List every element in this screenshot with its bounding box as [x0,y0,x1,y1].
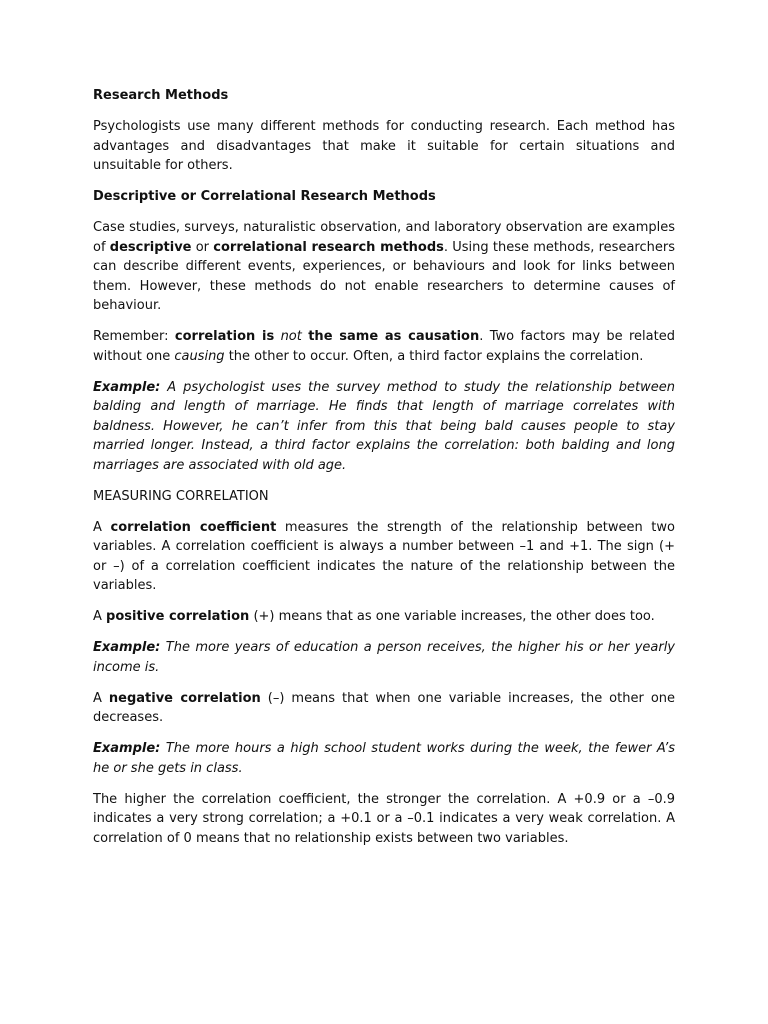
term-correlation-coefficient: correlation coefficient [110,519,277,535]
section-heading-descriptive: Descriptive or Correlational Research Methods [93,189,436,204]
example-work-hours [93,739,675,778]
text-run: Case studies, surveys, naturalistic observation, and laboratory observation are examples of [93,220,675,255]
text-run: or [191,239,214,255]
paragraph-correlation-coefficient [93,518,675,596]
text-run: measures the strength of the relationship between two variables. A correlation coefficient is always a number between –1 and +1. The sign (+ or –) of a correlation coefficient indicates the nature of the relationship between the variables. [93,519,675,593]
text-run: (+) means that as one variable increases, the other does too. [249,609,655,624]
paragraph-positive-correlation [93,607,675,627]
text-run: Remember: [93,329,175,344]
section-heading-measuring: MEASURING CORRELATION [93,488,269,504]
example-text: The more years of education a person receives, the higher his or her yearly income is. [93,640,675,675]
document-title: Research Methods [93,88,229,103]
emphasis-same-as-causation: the same as causation [308,329,480,344]
document-page [93,86,675,860]
paragraph-negative-correlation [93,689,675,728]
example-text: The more hours a high school student works during the week, the fewer A’s he or she gets in class. [93,741,675,776]
example-label: Example: [93,379,161,395]
emphasis-causing: causing [174,348,225,364]
text-run: A [93,690,109,706]
text-run: A [93,519,111,535]
text-run: . Two factors may be related without one [93,329,675,364]
term-positive-correlation: positive correlation [106,609,250,624]
paragraph-descriptive-methods [93,218,675,316]
term-negative-correlation: negative correlation [108,690,261,706]
example-text: A psychologist uses the survey method to study the relationship between balding and length of marriage. He finds that length of marriage correlates with baldness. However, he can’t infer from this that being bald causes people to stay married longer. Instead, a third factor explains the correlation: both balding and long marriages are associated with old age. [93,379,675,473]
text-run: (–) means that when one variable increases, the other one decreases. [93,690,676,725]
example-balding [93,378,675,476]
text-run: the other to occur. Often, a third factor explains the correlation. [224,348,644,364]
example-education [93,638,675,677]
text-run: A [93,609,107,624]
emphasis-not: not [280,329,302,344]
paragraph-strength: The higher the correlation coefficient, the stronger the correlation. A +0.9 or a –0.9 indicates a very strong correlation; a +0.1 or a –0.1 indicates a very weak correlation. A correlation of 0 means that no relationship exists between two variables. [93,791,675,846]
term-correlational-methods: correlational research methods [213,239,444,255]
text-run: . Using these methods, researchers can describe different events, experiences, or behaviours and look for links between them. However, these methods do not enable researchers to determine causes of behaviour. [93,239,675,313]
paragraph-remember [93,327,675,366]
term-descriptive: descriptive [109,239,192,255]
intro-paragraph: Psychologists use many different methods for conducting research. Each method has advantages and disadvantages that make it suitable for certain situations and unsuitable for others. [93,119,675,173]
example-label: Example: [93,741,161,756]
emphasis-correlation-is: correlation is [174,329,275,344]
example-label: Example: [93,640,161,655]
